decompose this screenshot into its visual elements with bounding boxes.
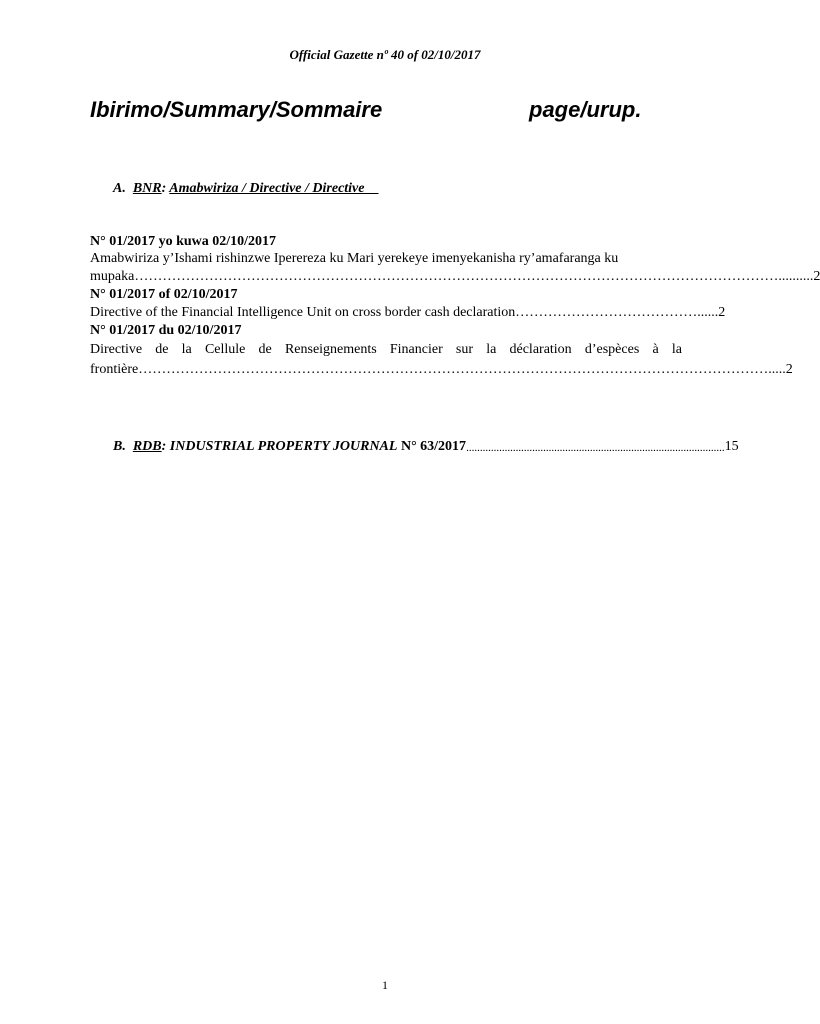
entry-3-title-word: d’espèces <box>584 342 640 357</box>
entry-3-title-word: la <box>181 342 192 357</box>
section-b-heading[interactable] <box>113 439 739 455</box>
entry-3-title-word: de <box>258 342 272 357</box>
entry-1-page: 2 <box>813 269 820 284</box>
entry-3-title-word: la <box>486 342 497 357</box>
section-a-heading <box>113 181 378 197</box>
entry-3-title-end: frontière <box>90 362 139 377</box>
entry-3-title-word: sur <box>455 342 474 357</box>
entry-2-title: Directive of the Financial Intelligence Unit on cross border cash declaration <box>90 305 516 320</box>
section-b-title: : INDUSTRIAL PROPERTY JOURNAL <box>161 439 398 454</box>
entry-3-title-line1 <box>90 342 682 358</box>
page-number: 1 <box>382 978 388 992</box>
entry-1-number: N° 01/2017 yo kuwa 02/10/2017 <box>90 234 277 249</box>
section-b-number: N° 63/2017 <box>400 439 467 454</box>
entry-1-title-line1: Amabwiriza y’Ishami rishinzwe Iperereza ku Mari yerekeye imenyekanisha ry’amafaranga ku <box>90 251 619 266</box>
entry-1-title-end: mupaka <box>90 269 135 284</box>
section-a-letter: A. <box>113 181 126 196</box>
entry-2-title-line[interactable] <box>90 305 726 321</box>
entry-3-title-word: déclaration <box>509 342 572 357</box>
entry-2-page: 2 <box>718 305 726 320</box>
entry-3-page: 2 <box>785 362 793 377</box>
section-a-separator: : <box>161 181 167 196</box>
page-column-label: page/urup. <box>529 97 642 122</box>
entry-3-title-word: Financier <box>389 342 443 357</box>
entry-3-title-line2[interactable] <box>90 362 793 378</box>
gazette-header: Official Gazette nº 40 of 02/10/2017 <box>289 47 481 62</box>
section-b-page: 15 <box>724 439 739 454</box>
section-a-title: Amabwiriza / Directive / Directive <box>169 181 365 196</box>
summary-title: Ibirimo/Summary/Sommaire <box>90 97 383 122</box>
entry-3-title-word: de <box>155 342 169 357</box>
entry-2-number: N° 01/2017 of 02/10/2017 <box>90 287 238 302</box>
entry-3-title-word: Directive <box>90 342 143 357</box>
section-a-org: BNR <box>132 181 162 196</box>
entry-3-number: N° 01/2017 du 02/10/2017 <box>90 323 242 338</box>
entry-1-leader-dots: ………………………………………………………………………………………………………………………….......... <box>134 269 814 284</box>
entry-1-title-line2[interactable] <box>90 269 820 285</box>
section-b-leader-dots: .............................................................................................. <box>466 442 725 454</box>
entry-3-title-word: Renseignements <box>284 342 377 357</box>
entry-3-title-word: à <box>652 342 659 357</box>
entry-3-title-word: Cellule <box>204 342 246 357</box>
entry-2-leader-dots: …………………………………...... <box>515 305 719 320</box>
section-b-org: RDB <box>132 439 162 454</box>
section-b-letter: B. <box>113 439 126 454</box>
entry-3-title-word: la <box>671 342 682 357</box>
entry-3-leader-dots: ………………………………………………………………………………………………………………………..... <box>138 362 786 377</box>
